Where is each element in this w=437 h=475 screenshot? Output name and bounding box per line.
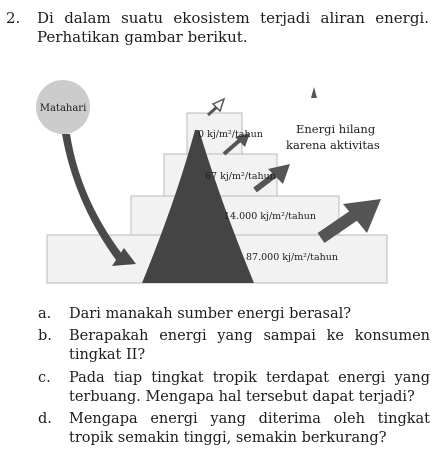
option-a-text: Dari manakah sumber energi berasal? [69, 306, 352, 322]
option-b-letter: b. [38, 328, 52, 344]
energy-pyramid-figure [0, 70, 437, 295]
level-3-energy-label: 67 kj/m²/tahun [205, 171, 276, 182]
level-2-energy-label: 14.000 kj/m²/tahun [224, 211, 317, 222]
option-c-text: Pada tiap tingkat tropik terdapat energi yang terbuang. Mengapa hal tersebut dapat terjadi? [69, 370, 430, 405]
option-a-letter: a. [38, 306, 52, 322]
level-1-energy-label: 87.000 kj/m²/tahun [246, 252, 339, 263]
level-4-energy-label: 0 kj/m²/tahun [198, 129, 263, 140]
energy-lost-label-line2: karena aktivitas [286, 138, 380, 152]
option-d-text: Mengapa energi yang diterima oleh tingkat tropik semakin tinggi, semakin berkurang? [69, 411, 430, 446]
energy-pyramid-diagram [0, 70, 437, 295]
energy-lost-label-line1: Energi hilang [296, 122, 376, 136]
small-up-arrow [311, 87, 317, 98]
option-c-letter: c. [38, 370, 51, 386]
sun-label: Matahari [39, 103, 87, 114]
option-d-letter: d. [38, 411, 52, 427]
option-b-text: Berapakah energi yang sampai ke konsumen tingkat II? [69, 328, 430, 363]
question-number: 2. [6, 9, 21, 27]
question-stem: Di dalam suatu ekosistem terjadi aliran energi. Perhatikan gambar berikut. [37, 9, 429, 46]
